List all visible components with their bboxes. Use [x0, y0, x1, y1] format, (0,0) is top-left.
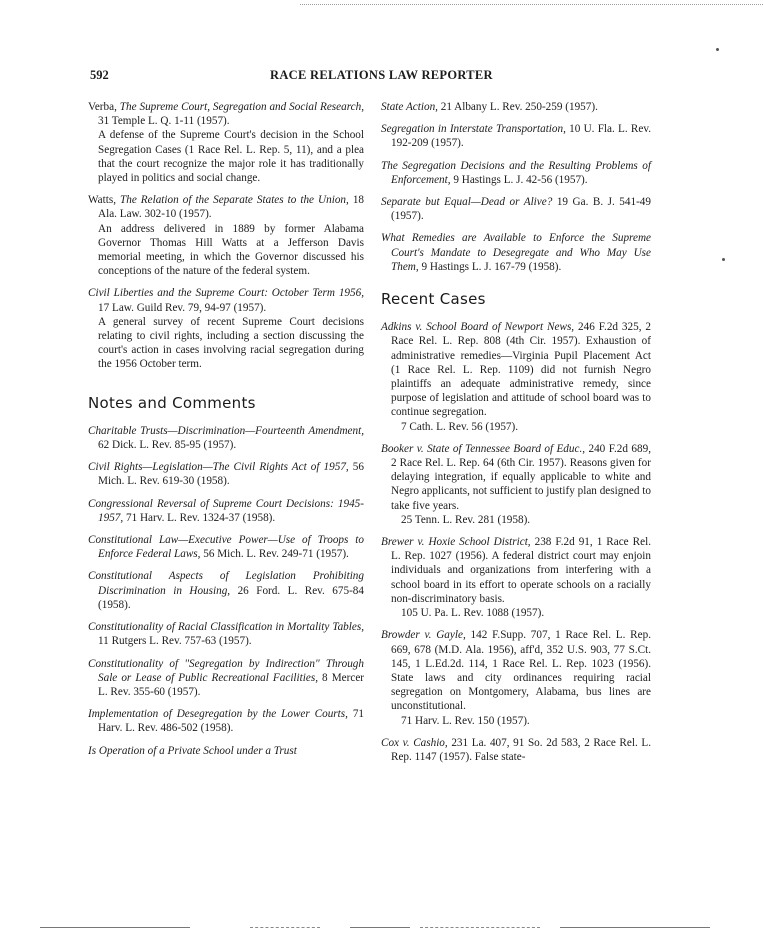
left-column: [88, 100, 364, 766]
note-entry: [88, 460, 364, 488]
note-entry: [381, 122, 651, 150]
entry-author: Verba,: [88, 101, 120, 113]
note-citation: 56 Mich. L. Rev. 249-71 (1957).: [200, 548, 349, 561]
case-review: 25 Tenn. L. Rev. 281 (1958).: [401, 513, 531, 526]
scan-bottom-edge: [250, 927, 320, 928]
running-title: RACE RELATIONS LAW REPORTER: [270, 68, 493, 82]
scan-speck: [722, 258, 725, 261]
note-entry: [88, 657, 364, 700]
note-entry: [88, 620, 364, 648]
case-citation: 238 F.2d 91, 1 Race Rel. L. Rep. 1027 (1956).: [391, 536, 651, 563]
note-entry: [88, 569, 364, 612]
case-entry: [381, 628, 651, 727]
case-summary: Exhaustion of administrative remedies—Virginia Pupil Placement Act (1 Race Rel. L. Rep. 1109) did not furnish Negro plaintiffs an adequate administrative remedy, since purpose of legislation and attitude of school board was to continue segregation.: [391, 335, 651, 419]
case-review: 7 Cath. L. Rev. 56 (1957).: [401, 420, 519, 433]
cases-heading: Recent Cases: [381, 290, 486, 309]
note-citation: 9 Hastings L. J. 167-79 (1958).: [418, 260, 562, 273]
case-citation: 240 F.2d 689, 2 Race Rel. L. Rep. 64 (6th Cir. 1957).: [391, 442, 651, 470]
scan-bottom-edge: [350, 927, 410, 928]
scan-bottom-edge: [420, 927, 540, 928]
case-summary: A federal district court may enjoin individuals and organizations from interfering with a school board in its effort to operate schools on a racially non-discriminatory basis.: [391, 550, 651, 605]
case-summary: State laws and city ordinances requiring racial segregation on Montgomery, Alabama, bus lines are unconstitutional.: [391, 671, 651, 713]
note-title: Congressional Reversal of Supreme Court Decisions: 1945-1957,: [88, 497, 364, 524]
entry-annotation: A defense of the Supreme Court's decision in the School Segregation Cases (1 Race Rel. L. Rep. 5, 11), and a plea that the court recognize the major role it has traditionally played in politics and social change.: [98, 129, 364, 185]
note-citation: 10 U. Fla. L. Rev. 192-209 (1957).: [391, 123, 651, 150]
note-title: Implementation of Desegregation by the Lower Courts,: [88, 708, 348, 721]
case-title: Brewer v. Hoxie School District,: [381, 536, 531, 549]
entry-citation: 18 Ala. Law. 302-10 (1957).: [98, 194, 365, 221]
entry-annotation: An address delivered in 1889 by former Alabama Governor Thomas Hill Watts at a Jefferson Davis memorial meeting, in which the Governor discussed his conceptions of the nature of the federal system.: [98, 222, 364, 278]
note-title: Segregation in Interstate Transportation,: [381, 123, 566, 136]
entry-title: The Relation of the Separate States to the Union,: [120, 194, 349, 207]
case-entry: [381, 320, 651, 434]
case-entry: [381, 442, 651, 527]
bibliography-entry: [88, 193, 364, 278]
entry-citation: 17 Law. Guild Rev. 79, 94-97 (1957).: [98, 301, 267, 314]
bibliography-entry: [88, 286, 364, 371]
bibliography-entry: [88, 100, 364, 185]
case-citation: 246 F.2d 325, 2 Race Rel. L. Rep. 808 (4th Cir. 1957).: [391, 321, 651, 348]
case-review: 71 Harv. L. Rev. 150 (1957).: [401, 714, 530, 727]
page-number: 592: [90, 68, 109, 82]
entry-annotation: A general survey of recent Supreme Court decisions relating to civil rights, including a section discussing the court's action in cases involving racial segregation during the 1956 October term.: [98, 315, 364, 371]
note-title: Separate but Equal—Dead or Alive?: [381, 196, 553, 209]
note-title: Is Operation of a Private School under a Trust: [88, 744, 297, 757]
entry-title: The Supreme Court, Segregation and Social Research,: [119, 101, 364, 113]
note-title: Constitutional Aspects of Legislation Prohibiting Discrimination in Housing,: [88, 570, 364, 597]
note-title: The Segregation Decisions and the Resulting Problems of Enforcement,: [381, 159, 651, 186]
entry-title: Civil Liberties and the Supreme Court: October Term 1956,: [88, 287, 364, 300]
note-citation: 9 Hastings L. J. 42-56 (1957).: [450, 173, 588, 186]
note-title: Civil Rights—Legislation—The Civil Rights Act of 1957,: [88, 461, 349, 474]
note-entry: [381, 159, 651, 187]
note-title: Charitable Trusts—Discrimination—Fourteenth Amendment,: [88, 424, 364, 437]
note-entry: [88, 533, 364, 561]
note-entry: [381, 231, 651, 274]
note-title: State Action,: [381, 101, 438, 113]
case-citation: 142 F.Supp. 707, 1 Race Rel. L. Rep. 669, 678 (M.D. Ala. 1956), aff'd, 352 U.S. 903, 77 S.Ct. 145, 1 L.Ed.2d. 114, 1 Race Rel. L. Rep. 1023 (1956).: [391, 629, 652, 670]
case-title: Cox v. Cashio,: [381, 736, 448, 749]
note-title: Constitutional Law—Executive Power—Use of Troops to Enforce Federal Laws,: [88, 534, 364, 561]
page-header: [90, 68, 650, 88]
case-review: 105 U. Pa. L. Rev. 1088 (1957).: [401, 607, 545, 620]
note-title: What Remedies are Available to Enforce the Supreme Court's Mandate to Desegregate and Who May Use Them,: [381, 232, 651, 273]
note-entry: [88, 707, 364, 735]
note-citation: 71 Harv. L. Rev. 486-502 (1958).: [98, 708, 364, 735]
note-citation: 62 Dick. L. Rev. 85-95 (1957).: [98, 439, 237, 452]
scan-edge-dots: [300, 4, 763, 5]
scan-speck: [716, 48, 719, 51]
scan-bottom-edge: [40, 927, 190, 928]
case-title: Adkins v. School Board of Newport News,: [381, 321, 575, 334]
note-entry: [88, 497, 364, 525]
note-citation: 56 Mich. L. Rev. 619-30 (1958).: [98, 461, 364, 488]
scan-bottom-edge: [560, 927, 710, 928]
note-entry: [381, 195, 651, 223]
notes-heading: Notes and Comments: [88, 393, 256, 412]
case-title: Booker v. State of Tennessee Board of Educ.,: [381, 442, 586, 455]
note-citation: 11 Rutgers L. Rev. 757-63 (1957).: [98, 635, 252, 648]
note-citation: 19 Ga. B. J. 541-49 (1957).: [391, 196, 651, 223]
case-entry: [381, 736, 651, 764]
note-citation: 26 Ford. L. Rev. 675-84 (1958).: [98, 584, 364, 611]
entry-author: Watts,: [88, 194, 121, 207]
case-entry: [381, 535, 651, 620]
note-entry: [88, 424, 364, 452]
note-citation: 21 Albany L. Rev. 250-259 (1957).: [437, 101, 598, 113]
note-entry: [381, 100, 651, 114]
note-title: Constitutionality of Racial Classification in Mortality Tables,: [88, 621, 364, 634]
note-title: Constitutionality of "Segregation by Indirection" Through Sale or Lease of Public Recreational Facilities,: [88, 657, 364, 684]
right-column: [381, 100, 651, 764]
case-citation: 231 La. 407, 91 So. 2d 583, 2 Race Rel. L. Rep. 1147 (1957). False state-: [391, 736, 651, 763]
case-title: Browder v. Gayle,: [381, 629, 466, 642]
entry-citation: 31 Temple L. Q. 1-11 (1957).: [98, 115, 230, 128]
note-entry: [88, 744, 364, 758]
case-summary: Reasons given for delaying integration, if equally applicable to white and Negro applicants, not sufficient to justify plan designed to take five years.: [391, 457, 651, 512]
note-citation: 8 Mercer L. Rev. 355-60 (1957).: [98, 671, 365, 698]
note-citation: 71 Harv. L. Rev. 1324-37 (1958).: [123, 511, 276, 524]
